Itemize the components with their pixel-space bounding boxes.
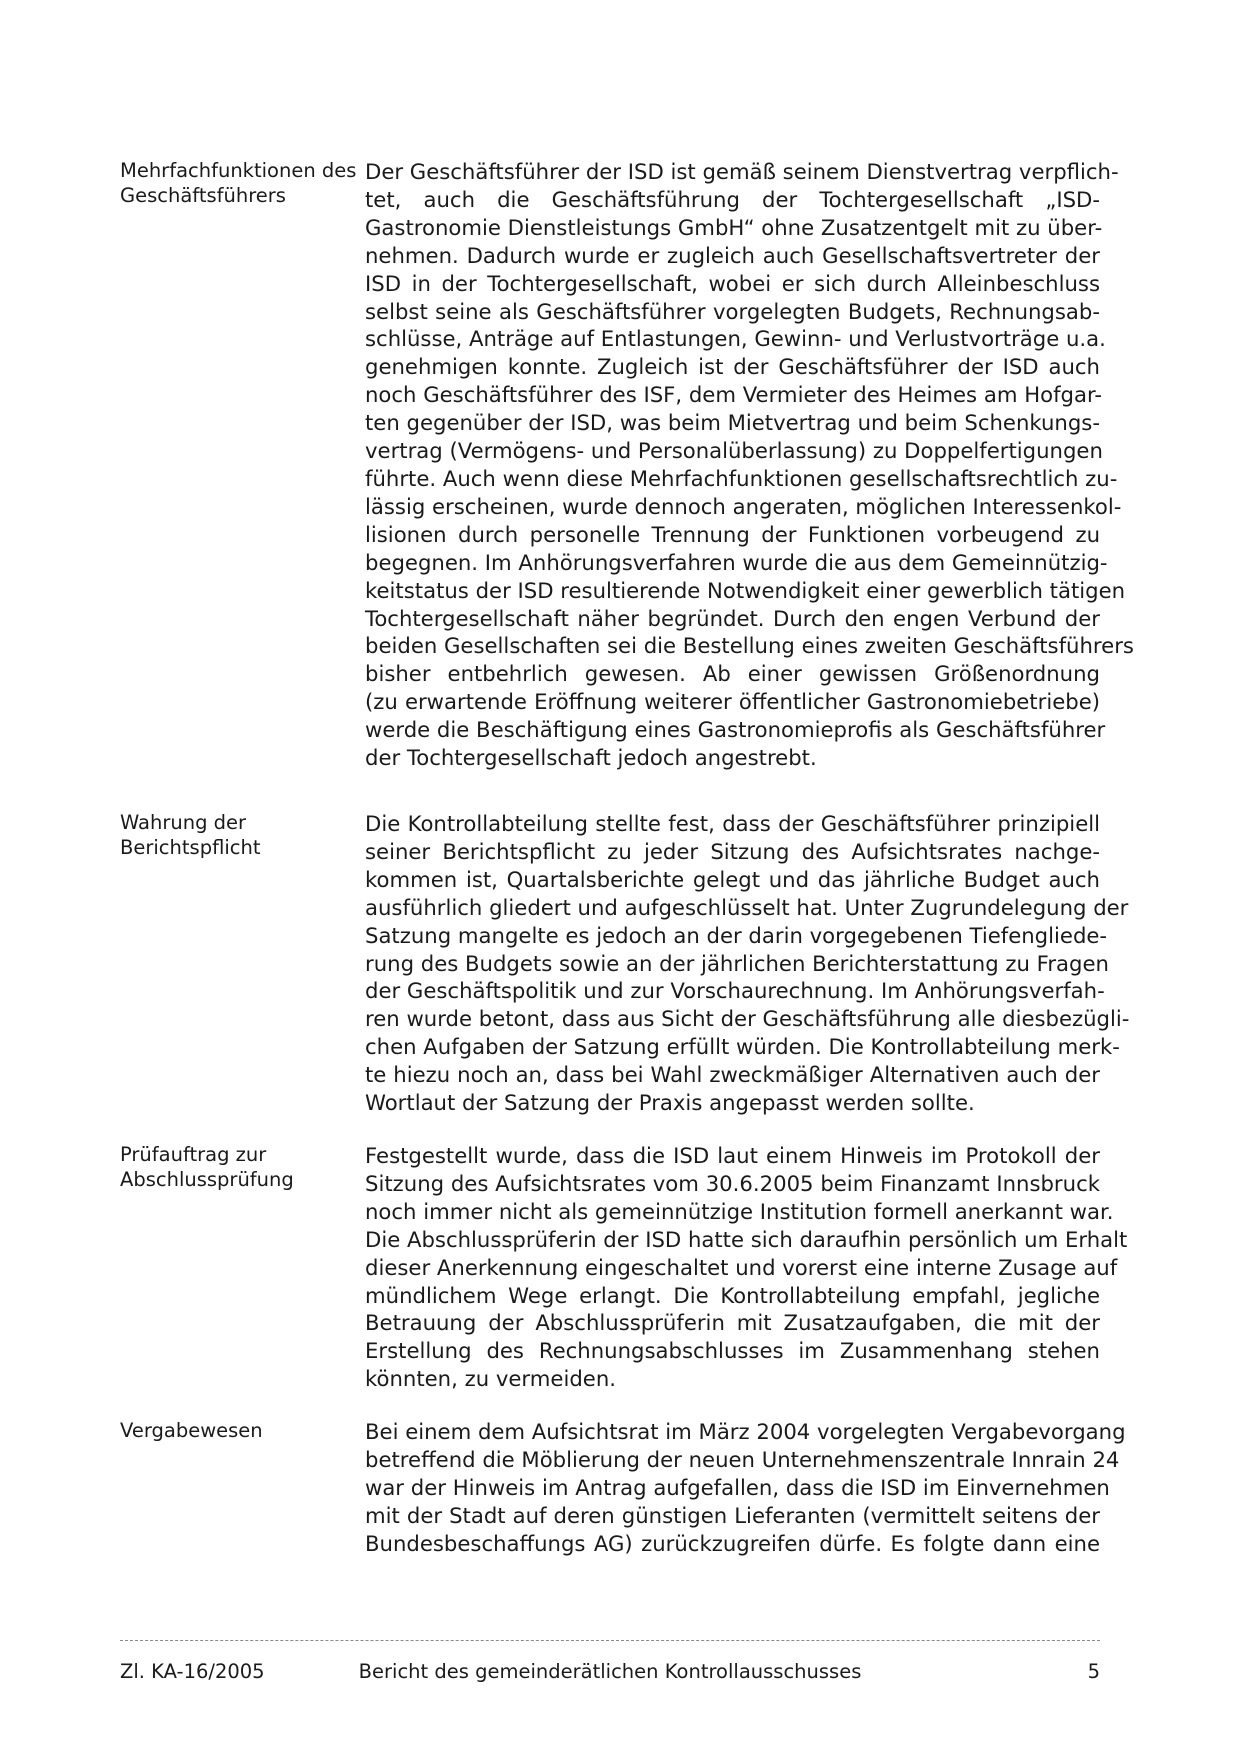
section-heading [120,810,355,860]
text-line: begegnen. Im Anhörungsverfahren wurde die aus dem Gemeinnützig- [365,549,1108,575]
text-line: ausführlich gliedert und aufgeschlüsselt hat. Unter Zugrundelegung der [365,894,1129,920]
text-line: beiden Gesellschaften sei die Bestellung eines zweiten Geschäftsführers [365,633,1134,659]
text-line: selbst seine als Geschäftsführer vorgelegten Budgets, Rechnungsab- [365,298,1100,324]
text-line: chen Aufgaben der Satzung erfüllt würden. Die Kontrollabteilung merk- [365,1034,1120,1060]
text-line: dieser Anerkennung eingeschaltet und vorerst eine interne Zusage auf [365,1254,1118,1280]
text-line: lässig erscheinen, wurde dennoch angeraten, möglichen Interessenkol- [365,493,1122,519]
text-line: genehmigen konnte. Zugleich ist der Geschäftsführer der ISD auch [365,354,1100,380]
text-line: seiner Berichtspflicht zu jeder Sitzung des Aufsichtsrates nachge- [365,838,1100,864]
text-line: nehmen. Dadurch wurde er zugleich auch Gesellschaftsvertreter der [365,242,1100,268]
heading-line: Geschäftsführers [120,184,286,207]
section-body [365,1142,1128,1393]
text-line: Die Kontrollabteilung stellte fest, dass der Geschäftsführer prinzipiell [365,811,1100,836]
text-line: Sitzung des Aufsichtsrates vom 30.6.2005 beim Finanzamt Innsbruck [365,1170,1100,1196]
text-line: vertrag (Vermögens- und Personalüberlassung) zu Doppelfertigungen [365,438,1103,464]
text-line: Bundesbeschaffungs AG) zurückzugreifen dürfe. Es folgte dann eine [365,1530,1100,1556]
section-body [365,810,1130,1117]
text-line: Bei einem dem Aufsichtsrat im März 2004 vorgelegten Vergabevorgang [365,1419,1126,1444]
heading-line: Abschlussprüfung [120,1168,294,1191]
text-line: Festgestellt wurde, dass die ISD laut einem Hinweis im Protokoll der [365,1143,1100,1168]
heading-line: Wahrung der [120,811,247,834]
heading-line: Berichtspflicht [120,836,261,859]
section-body [365,1418,1126,1558]
text-line: rung des Budgets sowie an der jährlichen Berichterstattung zu Fragen [365,950,1109,976]
heading-line: Vergabewesen [120,1419,263,1442]
heading-line: Prüfauftrag zur [120,1143,267,1166]
page-number: 5 [1087,1660,1100,1683]
footer-title: Bericht des gemeinderätlichen Kontrollausschusses [358,1660,862,1683]
text-line: der Tochtergesellschaft jedoch angestrebt. [365,745,817,771]
text-line: keitstatus der ISD resultierende Notwendigkeit einer gewerblich tätigen [365,577,1126,603]
text-line: ren wurde betont, dass aus Sicht der Geschäftsführung alle diesbezügli- [365,1006,1130,1032]
text-line: lisionen durch personelle Trennung der Funktionen vorbeugend zu [365,521,1100,547]
text-line: werde die Beschäftigung eines Gastronomieprofis als Geschäftsführer [365,717,1106,743]
text-line: noch immer nicht als gemeinnützige Institution formell anerkannt war. [365,1198,1114,1224]
text-line: Wortlaut der Satzung der Praxis angepasst werden sollte. [365,1090,975,1116]
text-line: mündlichem Wege erlangt. Die Kontrollabteilung empfahl, jegliche [365,1282,1100,1308]
text-line: mit der Stadt auf deren günstigen Lieferanten (vermittelt seitens der [365,1502,1100,1528]
text-line: bisher entbehrlich gewesen. Ab einer gewissen Größenordnung [365,661,1100,687]
text-line: tet, auch die Geschäftsführung der Tochtergesellschaft „ISD- [365,186,1100,212]
text-line: noch Geschäftsführer des ISF, dem Vermieter des Heimes am Hofgar- [365,382,1102,408]
footer-divider [120,1640,1100,1641]
footer-reference: Zl. KA-16/2005 [120,1660,265,1683]
text-line: Satzung mangelte es jedoch an der darin vorgegebenen Tiefengliede- [365,922,1108,948]
text-line: schlüsse, Anträge auf Entlastungen, Gewinn- und Verlustvorträge u.a. [365,326,1106,352]
text-line: (zu erwartende Eröffnung weiterer öffentlicher Gastronomiebetriebe) [365,689,1100,715]
text-line: te hiezu noch an, dass bei Wahl zweckmäßiger Alternativen auch der [365,1062,1100,1088]
section-body [365,158,1134,772]
text-line: Der Geschäftsführer der ISD ist gemäß seinem Dienstvertrag verpflich- [365,159,1119,184]
section-heading [120,1418,355,1443]
text-line: betreffend die Möblierung der neuen Unternehmenszentrale Innrain 24 [365,1446,1120,1472]
text-line: ISD in der Tochtergesellschaft, wobei er sich durch Alleinbeschluss [365,270,1100,296]
text-line: könnten, zu vermeiden. [365,1366,616,1392]
text-line: Erstellung des Rechnungsabschlusses im Zusammenhang stehen [365,1338,1100,1364]
text-line: Die Abschlussprüferin der ISD hatte sich daraufhin persönlich um Erhalt [365,1226,1128,1252]
text-line: der Geschäftspolitik und zur Vorschaurechnung. Im Anhörungsverfah- [365,978,1105,1004]
section-heading [120,1142,355,1192]
heading-line: Mehrfachfunktionen des [120,159,357,182]
text-line: führte. Auch wenn diese Mehrfachfunktionen gesellschaftsrechtlich zu- [365,465,1118,491]
text-line: war der Hinweis im Antrag aufgefallen, dass die ISD im Einvernehmen [365,1474,1110,1500]
text-line: ten gegenüber der ISD, was beim Mietvertrag und beim Schenkungs- [365,410,1100,436]
text-line: kommen ist, Quartalsberichte gelegt und das jährliche Budget auch [365,866,1100,892]
text-line: Betrauung der Abschlussprüferin mit Zusatzaufgaben, die mit der [365,1310,1100,1336]
section-heading [120,158,355,208]
text-line: Tochtergesellschaft näher begründet. Durch den engen Verbund der [365,605,1100,631]
text-line: Gastronomie Dienstleistungs GmbH“ ohne Zusatzentgelt mit zu über- [365,214,1103,240]
